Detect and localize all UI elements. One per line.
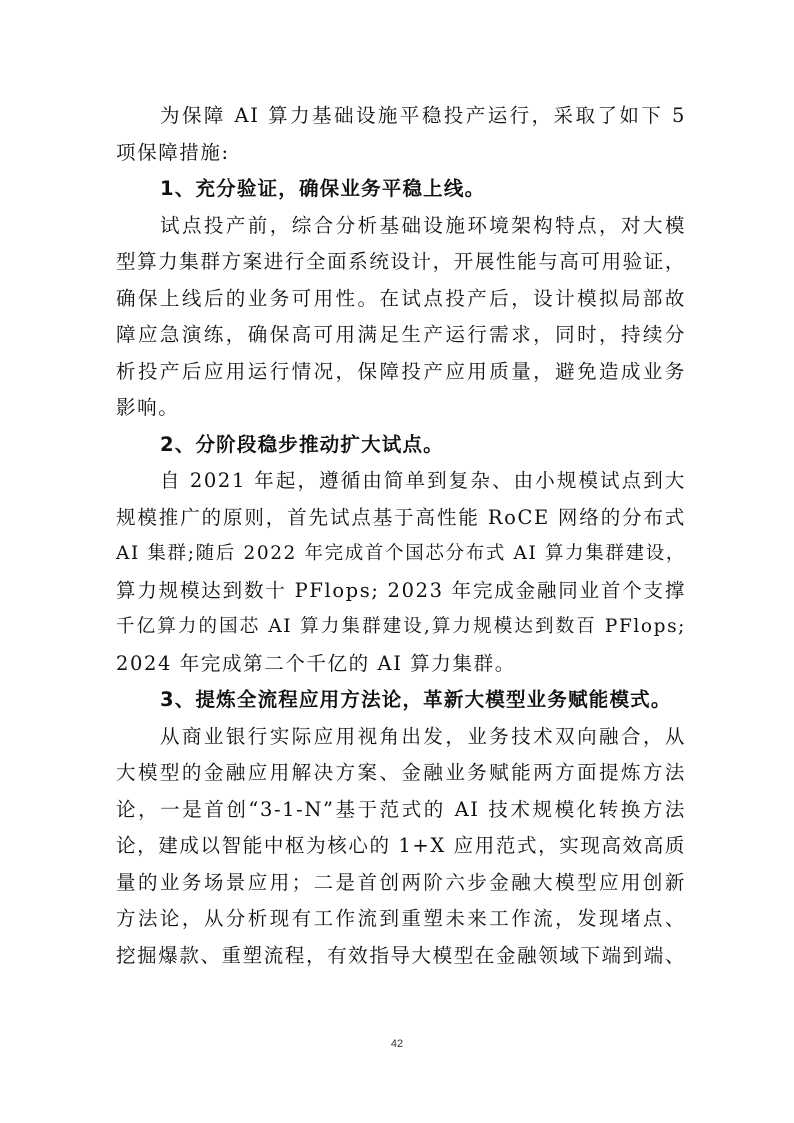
paragraph-line: 为保障 AI 算力基础设施平稳投产运行，采取了如下 5 bbox=[160, 104, 686, 127]
paragraph-line: 挖掘爆款、重塑流程，有效指导大模型在金融领域下端到端、 bbox=[116, 943, 686, 967]
document-body bbox=[116, 98, 686, 974]
paragraph-line: 方法论，从分析现有工作流到重塑未来工作流，发现堵点、 bbox=[116, 907, 686, 930]
paragraph-line: 障应急演练，确保高可用满足生产运行需求，同时，持续分 bbox=[116, 323, 686, 346]
paragraph-line: 量的业务场景应用；二是首创两阶六步金融大模型应用创新 bbox=[116, 870, 686, 894]
paragraph-line: 千亿算力的国芯 AI 算力集群建设,算力规模达到数百 PFlops; bbox=[116, 616, 686, 637]
paragraph-line: 项保障措施: bbox=[116, 140, 230, 164]
section-heading-3: 3、提炼全流程应用方法论，革新大模型业务赋能模式。 bbox=[160, 688, 672, 711]
paragraph-line: 论，一是首创“3-1-N”基于范式的 AI 技术规模化转换方法 bbox=[116, 797, 686, 821]
paragraph-line: 大模型的金融应用解决方案、金融业务赋能两方面提炼方法 bbox=[116, 761, 686, 784]
paragraph-line: AI 集群;随后 2022 年完成首个国芯分布式 AI 算力集群建设， bbox=[116, 543, 686, 564]
paragraph-line: 析投产后应用运行情况，保障投产应用质量，避免造成业务 bbox=[116, 359, 686, 383]
paragraph-line: 试点投产前，综合分析基础设施环境架构特点，对大模 bbox=[160, 213, 686, 237]
paragraph-line: 从商业银行实际应用视角出发，业务技术双向融合，从 bbox=[160, 724, 686, 748]
paragraph-line: 确保上线后的业务可用性。在试点投产后，设计模拟局部故 bbox=[116, 286, 686, 310]
paragraph-line: 论，建成以智能中枢为核心的 1+X 应用范式，实现高效高质 bbox=[116, 834, 686, 857]
section-heading-2: 2、分阶段稳步推动扩大试点。 bbox=[160, 432, 444, 456]
paragraph-line: 2024 年完成第二个千亿的 AI 算力集群。 bbox=[116, 651, 516, 675]
paragraph-line: 影响。 bbox=[116, 396, 180, 419]
paragraph-line: 型算力集群方案进行全面系统设计，开展性能与高可用验证， bbox=[116, 250, 686, 273]
paragraph-line: 算力规模达到数十 PFlops; 2023 年完成金融同业首个支撑 bbox=[116, 578, 686, 602]
paragraph-line: 自 2021 年起，遵循由简单到复杂、由小规模试点到大 bbox=[160, 469, 686, 492]
section-heading-1: 1、充分验证，确保业务平稳上线。 bbox=[160, 177, 486, 200]
paragraph-line: 规模推广的原则，首先试点基于高性能 RoCE 网络的分布式 bbox=[116, 505, 686, 529]
page-number: 42 bbox=[390, 1038, 404, 1050]
